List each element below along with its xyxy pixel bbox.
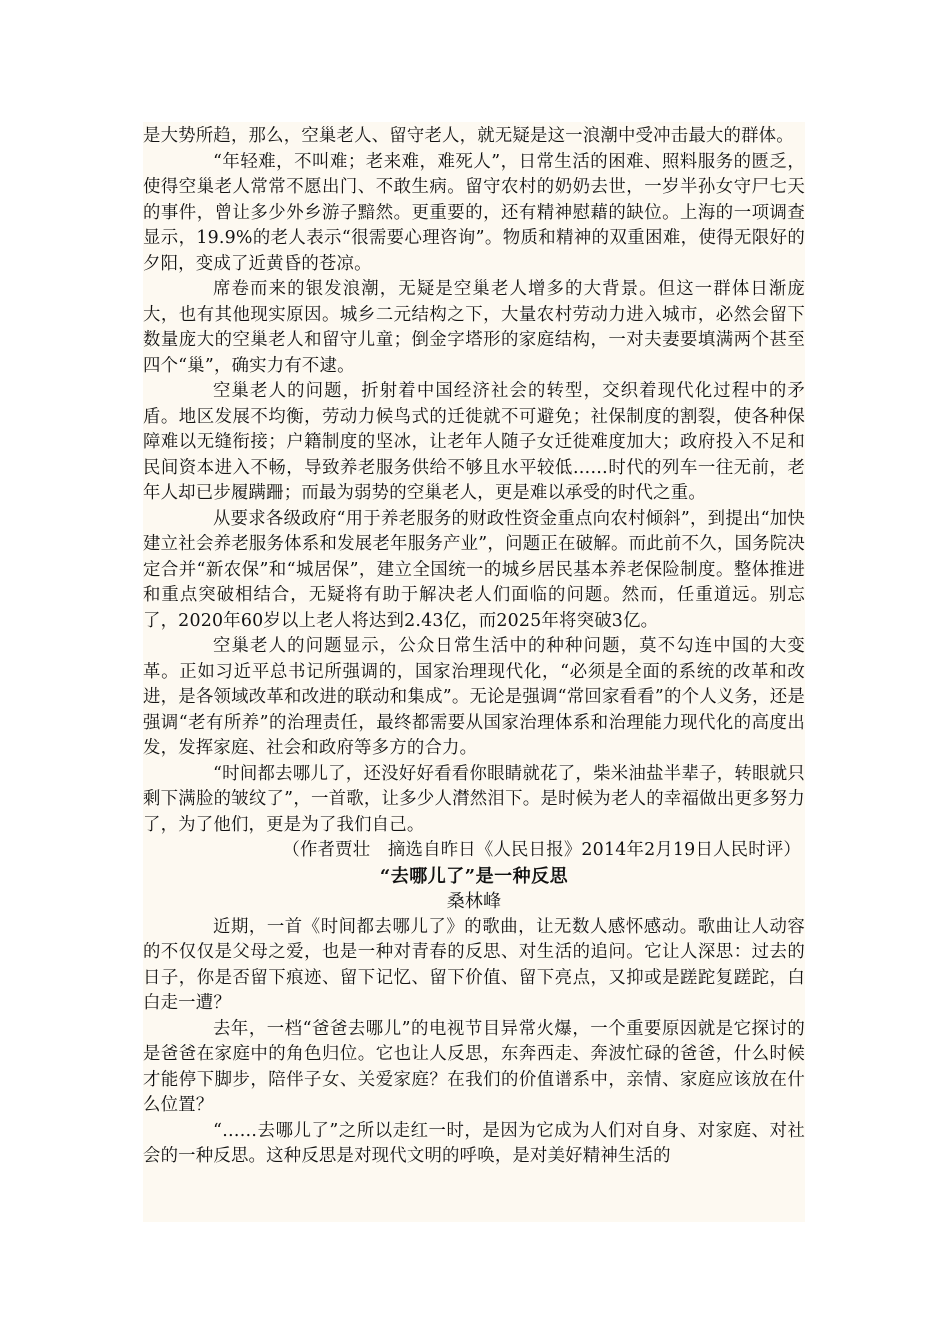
document-page	[143, 122, 805, 1222]
paragraph: 是大势所趋，那么，空巢老人、留守老人，就无疑是这一浪潮中受冲击最大的群体。	[143, 126, 794, 146]
paragraph: 近期，一首《时间都去哪儿了》的歌曲，让无数人感怀感动。歌曲让人动容的不仅仅是父母之爱，也是一种对青春的反思、对生活的追问。它让人深思：过去的日子，你是否留下痕迹、留下记忆、留下价值、留下亮点，又抑或是蹉跎复蹉跎，白白走一遭？	[143, 916, 805, 1013]
attribution: （作者贾壮 摘选自昨日《人民日报》2014年2月19日人民时评）	[282, 840, 801, 860]
paragraph: “时间都去哪儿了，还没好好看看你眼睛就花了，柴米油盐半辈子，转眼就只剩下满脸的皱纹了”，一首歌，让多少人潸然泪下。是时候为老人的幸福做出更多努力了，为了他们，更是为了我们自己。	[143, 763, 805, 835]
paragraph: 席卷而来的银发浪潮，无疑是空巢老人增多的大背景。但这一群体日渐庞大，也有其他现实原因。城乡二元结构之下，大量农村劳动力进入城市，必然会留下数量庞大的空巢老人和留守儿童；倒金字塔形的家庭结构，一对夫妻要填满两个甚至四个“巢”，确实力有不逮。	[143, 279, 805, 376]
paragraph: 从要求各级政府“用于养老服务的财政性资金重点向农村倾斜”，到提出“加快建立社会养老服务体系和发展老年服务产业”，问题正在破解。而此前不久，国务院决定合并“新农保”和“城居保”，建立全国统一的城乡居民基本养老保险制度。整体推进和重点突破相结合，无疑将有助于解决老人们面临的问题。然而，任重道远。别忘了，2020年60岁以上老人将达到2.43亿，而2025年将突破3亿。	[143, 508, 805, 631]
article-title: “去哪儿了”是一种反思	[379, 865, 569, 887]
document-body	[143, 122, 805, 1170]
paragraph: “年轻难，不叫难；老来难，难死人”，日常生活的困难、照料服务的匮乏，使得空巢老人常常不愿出门、不敢生病。留守农村的奶奶去世，一岁半孙女守尸七天的事件，曾让多少外乡游子黯然。更重要的，还有精神慰藉的缺位。上海的一项调查显示，19.9%的老人表示“很需要心理咨询”。物质和精神的双重困难，使得无限好的夕阳，变成了近黄昏的苍凉。	[143, 151, 805, 274]
paragraph: 空巢老人的问题，折射着中国经济社会的转型，交织着现代化过程中的矛盾。地区发展不均衡，劳动力候鸟式的迁徙就不可避免；社保制度的割裂，使各种保障难以无缝衔接；户籍制度的坚冰，让老年人随子女迁徙难度加大；政府投入不足和民间资本进入不畅，导致养老服务供给不够且水平较低……时代的列车一往无前，老年人却已步履蹒跚；而最为弱势的空巢老人，更是难以承受的时代之重。	[143, 381, 805, 503]
paragraph: 空巢老人的问题显示，公众日常生活中的种种问题，莫不勾连中国的大变革。正如习近平总书记所强调的，国家治理现代化，“必须是全面的系统的改革和改进，是各领域改革和改进的联动和集成”。无论是强调“常回家看看”的个人义务，还是强调“老有所养”的治理责任，最终都需要从国家治理体系和治理能力现代化的高度出发，发挥家庭、社会和政府等多方的合力。	[143, 636, 805, 758]
paragraph: “……去哪儿了”之所以走红一时，是因为它成为人们对自身、对家庭、对社会的一种反思。这种反思是对现代文明的呼唤，是对美好精神生活的	[143, 1120, 805, 1166]
paragraph: 去年，一档“爸爸去哪儿”的电视节目异常火爆，一个重要原因就是它探讨的是爸爸在家庭中的角色归位。它也让人反思，东奔西走、奔波忙碌的爸爸，什么时候才能停下脚步，陪伴子女、关爱家庭？在我们的价值谱系中，亲情、家庭应该放在什么位置？	[143, 1018, 805, 1115]
article-author: 桑林峰	[446, 891, 502, 912]
